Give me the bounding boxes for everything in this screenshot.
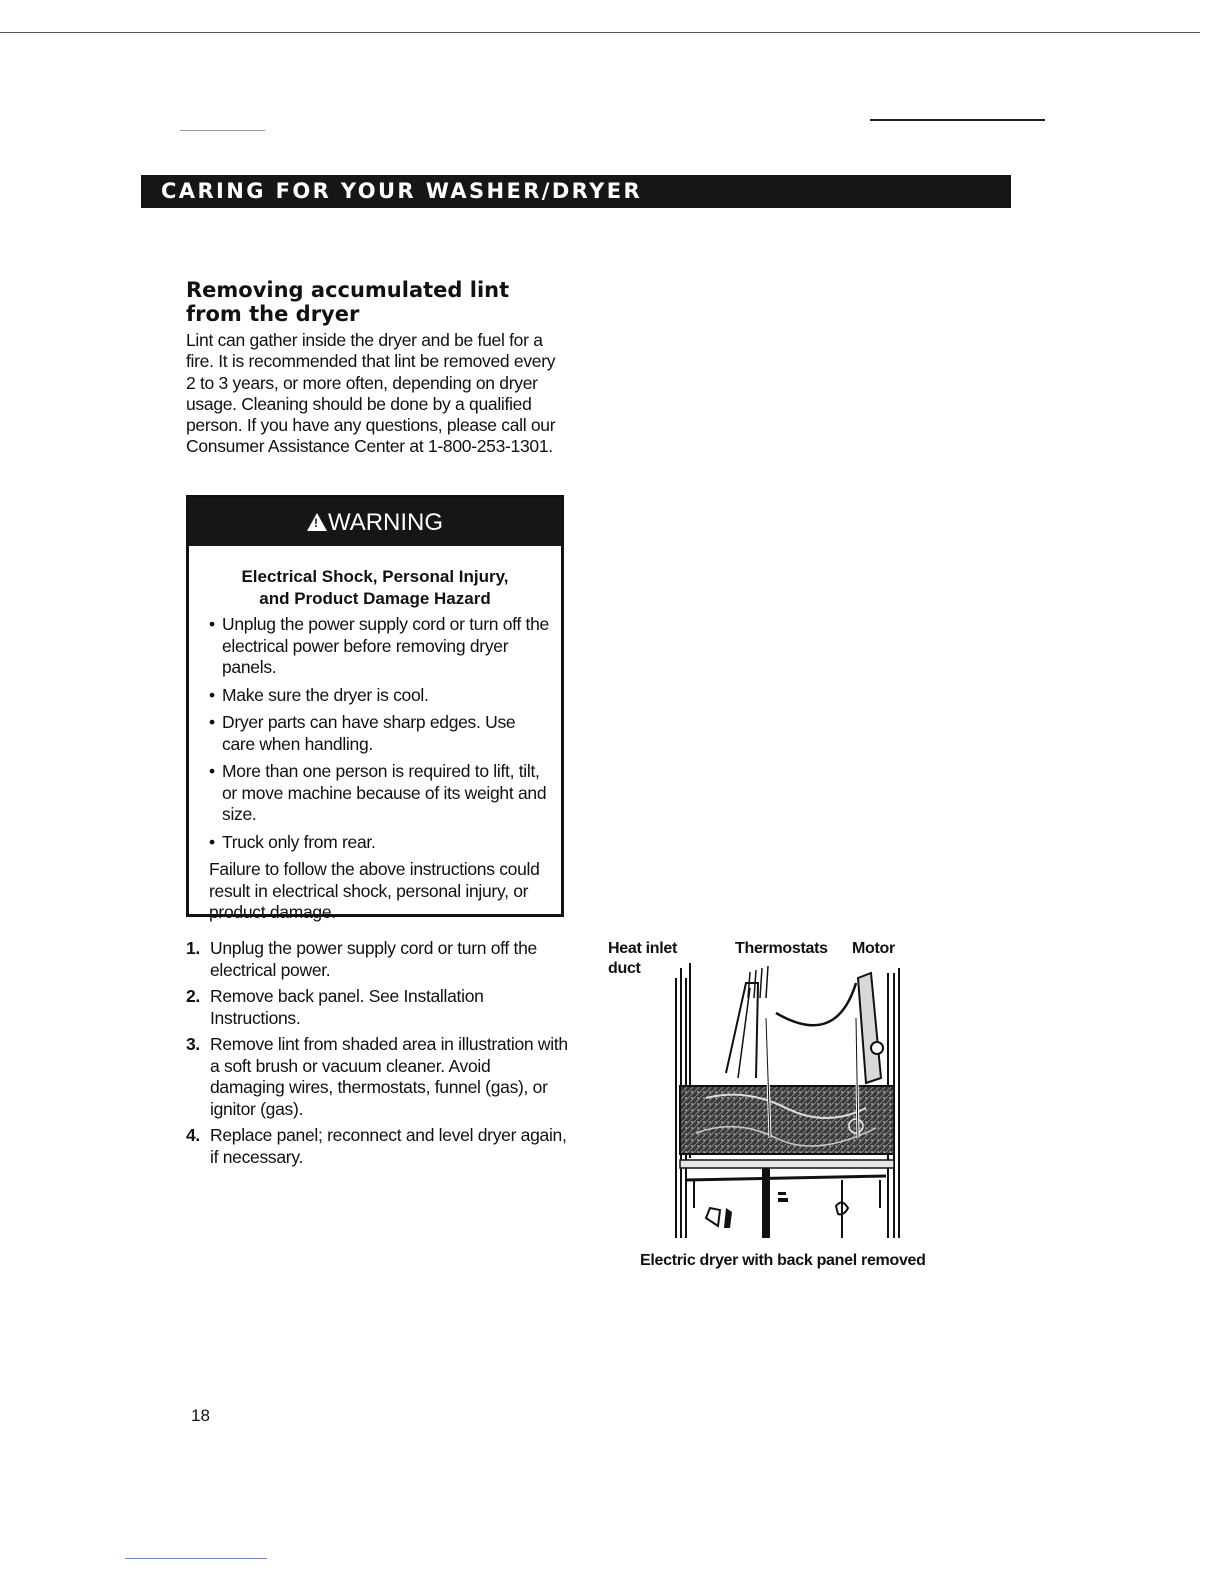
dryer-diagram [666,958,906,1240]
step-item [186,1034,568,1120]
warning-bullet: • Dryer parts can have sharp edges. Use care when handling. [209,712,551,755]
warning-bullet: • More than one person is required to lift, tilt, or move machine because of its weight and size. [209,761,551,826]
warning-heading-text: WARNING [327,509,444,536]
warning-bullet: • Unplug the power supply cord or turn off the electrical power before removing dryer panels. [209,614,551,679]
step-item [186,938,568,981]
scan-line-right [870,119,1045,121]
step-number: 4. [186,1125,200,1145]
instruction-steps [186,938,568,1173]
label-thermostats: Thermostats [735,940,828,957]
page-number: 18 [191,1406,210,1425]
warning-box [186,495,564,922]
step-number: 2. [186,986,200,1006]
scan-line-left [180,130,265,131]
warning-subtitle [189,566,561,610]
label-heat-line1: Heat inlet [608,940,678,957]
section-header-title: CARING FOR YOUR WASHER/DRYER [161,179,643,203]
section-header-bar [141,175,1011,208]
section-title [186,278,586,326]
label-motor: Motor [852,940,895,957]
warning-footer: Failure to follow the above instructions could result in electrical shock, personal injury, or product damage. [209,859,540,922]
step-text: Unplug the power supply cord or turn off the electrical power. [210,938,537,980]
step-text: Replace panel; reconnect and level dryer again, if necessary. [210,1125,567,1167]
warning-bullet: • Make sure the dryer is cool. [209,685,551,707]
scan-line-bottom [125,1558,267,1559]
step-item [186,1125,568,1168]
section-title-line2: from the dryer [186,302,360,326]
warning-triangle-icon [307,513,327,531]
step-item [186,986,568,1029]
section-body: Lint can gather inside the dryer and be fuel for a fire. It is recommended that lint be removed every 2 to 3 years, or more often, depending on dryer usage. Cleaning should be done by a qualified person. If you have any questions, please call our Consumer Assistance Center at 1-800-253-1301. [186,330,556,457]
warning-subtitle-line1: Electrical Shock, Personal Injury, [241,567,509,586]
scan-line-top [0,32,1200,33]
drum-outline [776,983,856,1025]
section-title-line1: Removing accumulated lint [186,278,510,302]
step-number: 1. [186,938,200,958]
figure-caption: Electric dryer with back panel removed [640,1252,926,1269]
warning-subtitle-line2: and Product Damage Hazard [259,589,491,608]
warning-bullet: • Truck only from rear. [209,832,551,854]
step-text: Remove back panel. See Installation Instructions. [210,986,484,1028]
label-heat-line2: duct [608,960,641,977]
step-number: 3. [186,1034,200,1054]
warning-bullet-list [189,614,561,853]
warning-heading [189,498,561,546]
step-text: Remove lint from shaded area in illustration with a soft brush or vacuum cleaner. Avoid damaging wires, thermostats, funnel (gas), or ignitor (gas). [210,1034,568,1119]
